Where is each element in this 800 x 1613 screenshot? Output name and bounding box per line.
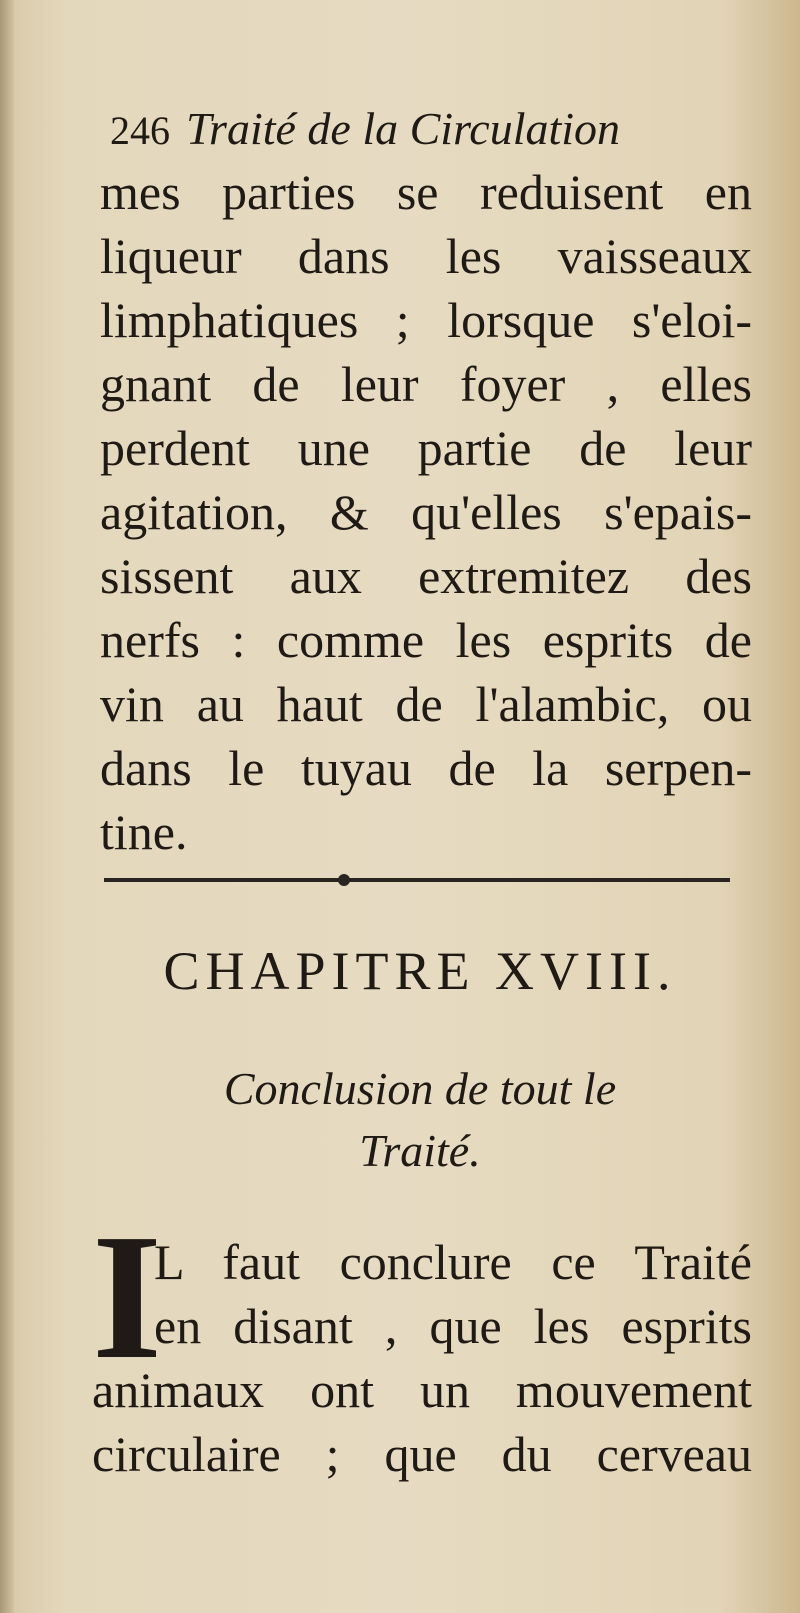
text-line: sissent aux extremitez des [100,548,752,604]
page-number: 246 [110,108,170,153]
text-line: mes parties se reduisent en [100,164,752,220]
page-gutter-edge [0,0,14,1613]
chapter-subtitle [100,1058,740,1182]
text-line: perdent une partie de leur [100,420,752,476]
body-paragraph [100,160,752,864]
text-line: liqueur dans les vaisseaux [100,228,752,284]
text-line: tine. [100,804,188,860]
text-line: agitation, & qu'elles s'epais- [100,484,752,540]
conclusion-paragraph [92,1230,752,1486]
text-line: nerfs : comme les esprits de [100,612,752,668]
text-line: gnant de leur foyer , elles [100,356,752,412]
text-line: L faut conclure ce Traité [154,1234,752,1290]
chapter-subtitle-line: Traité. [359,1125,481,1176]
chapter-subtitle-line: Conclusion de tout le [223,1063,617,1114]
section-divider-rule [104,878,730,882]
text-line: dans le tuyau de la serpen- [100,740,752,796]
text-line: vin au haut de l'alambic, ou [100,676,752,732]
chapter-heading: CHAPITRE XVIII. [163,941,677,1001]
drop-cap-initial: I [92,1197,163,1396]
text-line: en disant , que les esprits [154,1298,752,1354]
running-title: Traité de la Circulation [186,103,621,154]
text-line: limphatiques ; lorsque s'eloi- [100,292,752,348]
divider-ornament-dot [338,874,350,886]
text-line: animaux ont un mouvement [92,1362,752,1418]
running-header [110,102,750,155]
text-line: circulaire ; que du cerveau [92,1426,752,1482]
